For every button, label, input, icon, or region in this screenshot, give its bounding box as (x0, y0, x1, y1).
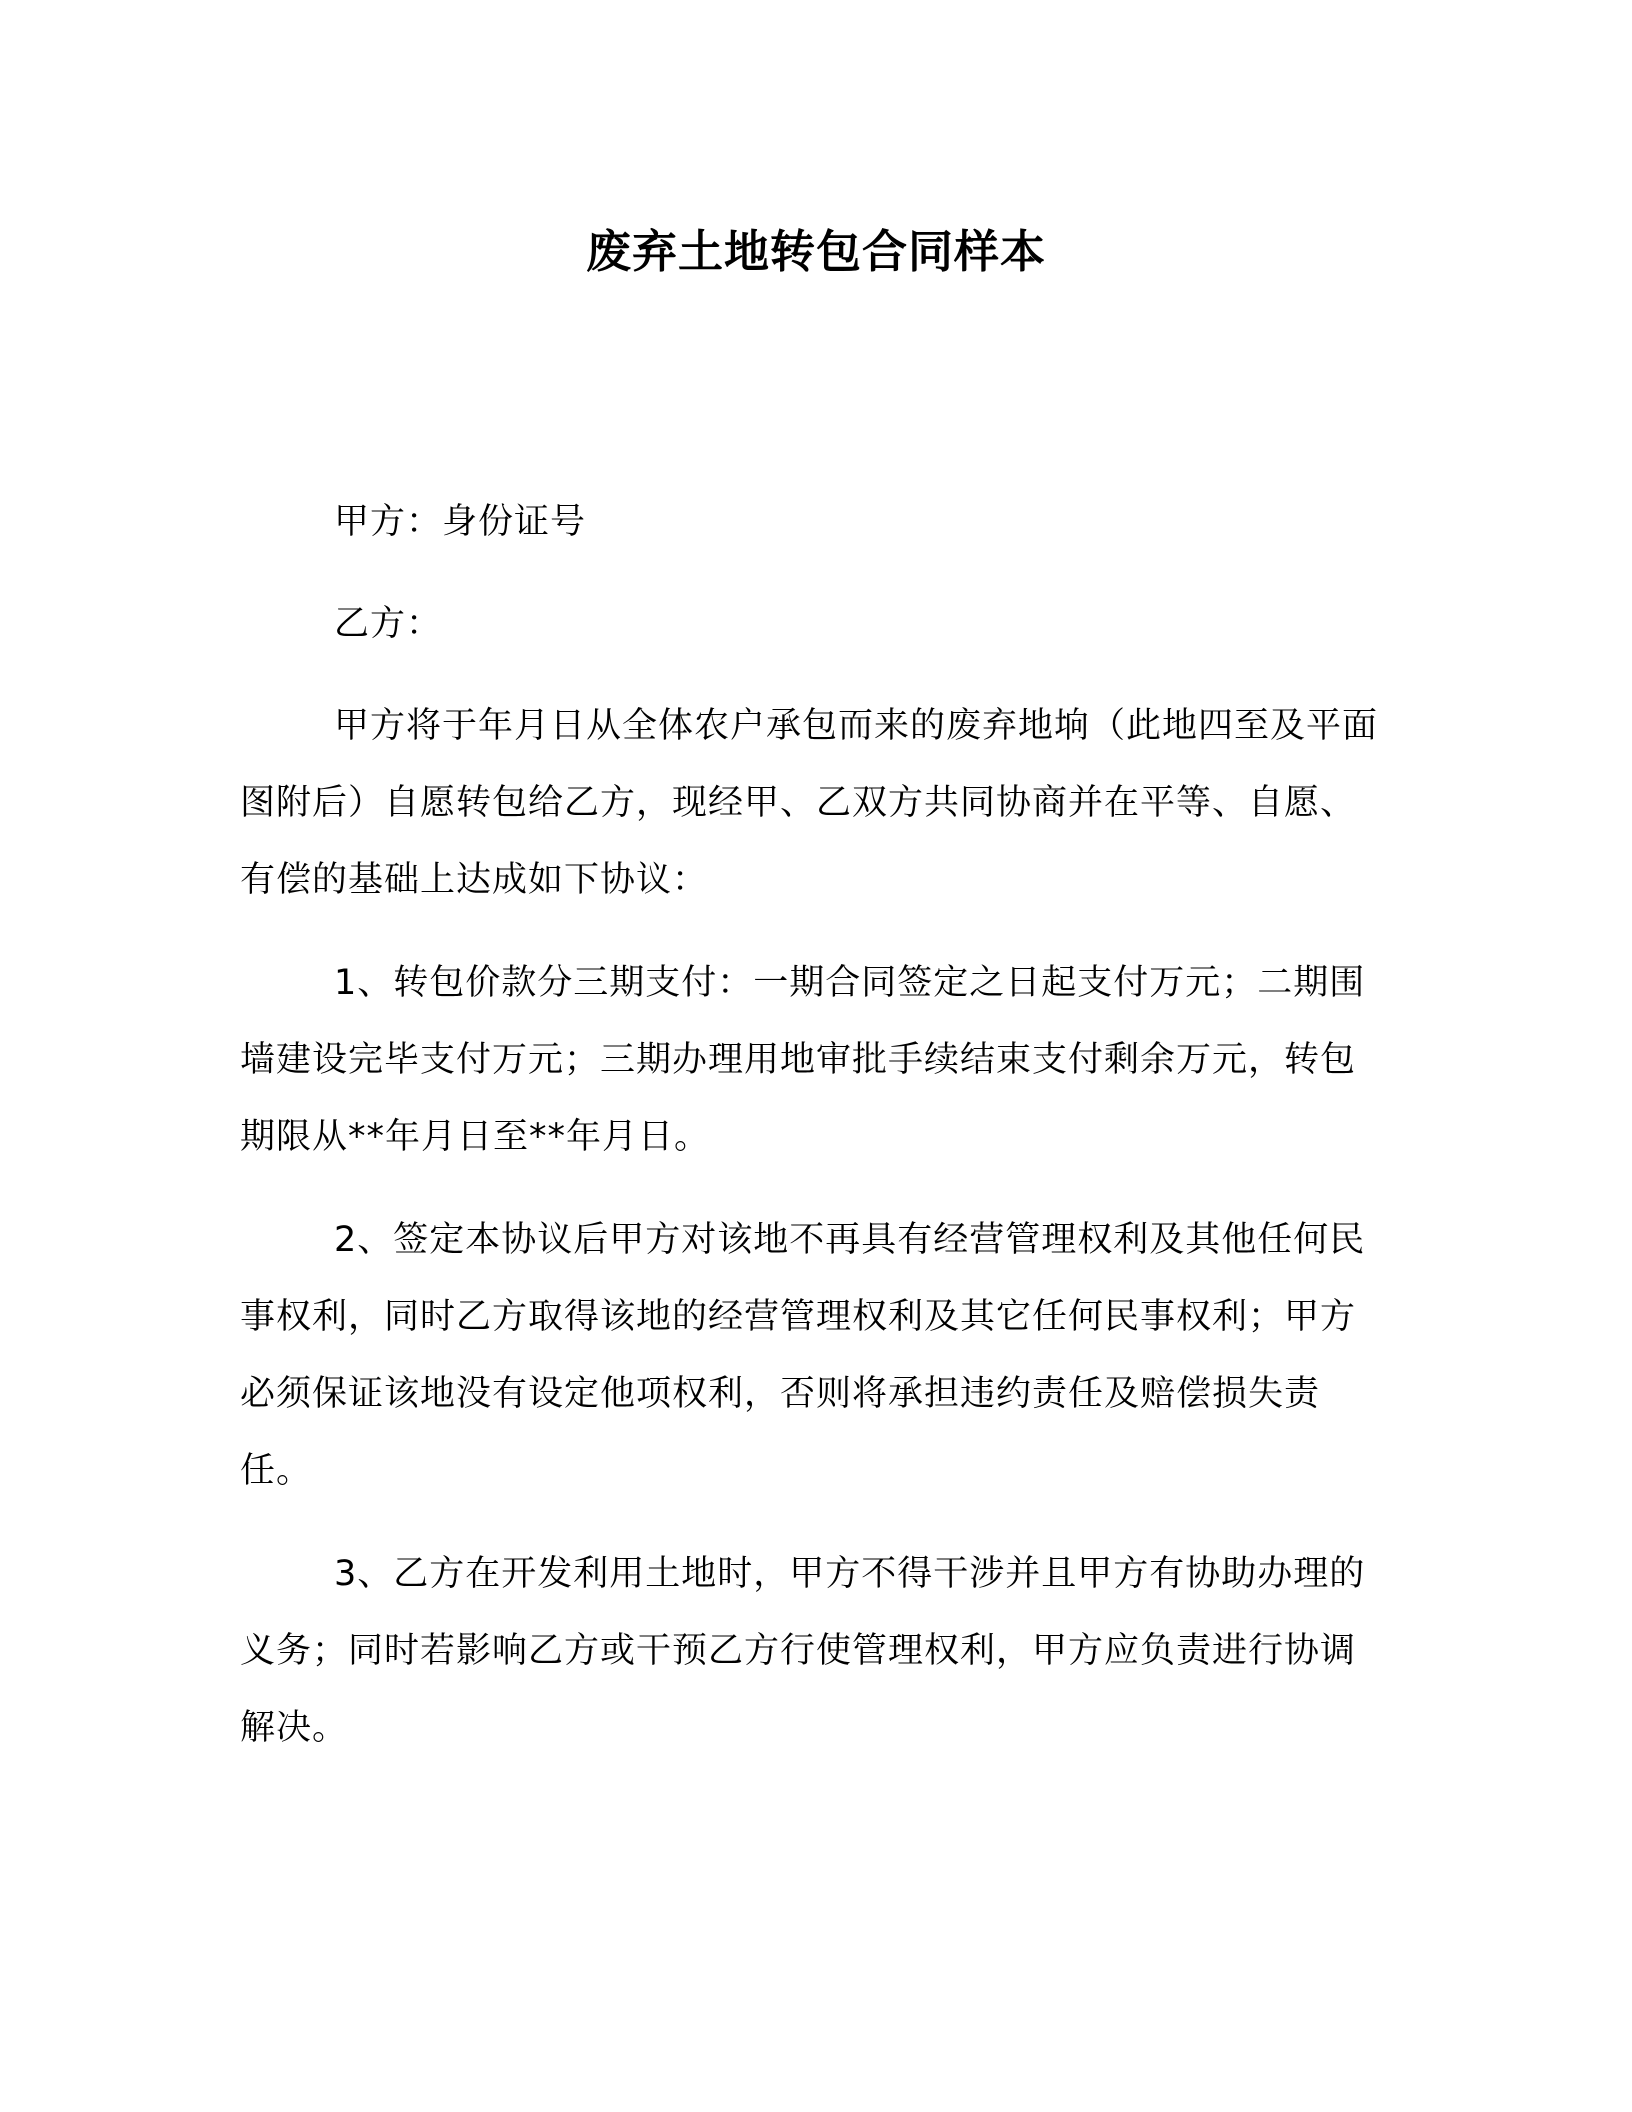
clause-1: 1、转包价款分三期支付：一期合同签定之日起支付万元；二期围墙建设完毕支付万元；三期办理用地审批手续结束支付剩余万元，转包期限从**年月日至**年月日。 (240, 963, 1366, 1157)
intro-paragraph: 甲方将于年月日从全体农户承包而来的废弃地垧（此地四至及平面图附后）自愿转包给乙方，现经甲、乙双方共同协商并在平等、自愿、有偿的基础上达成如下协议： (240, 706, 1379, 900)
party-b-line: 乙方： (334, 604, 443, 644)
party-a-line: 甲方：身份证号 (334, 502, 587, 542)
clause-3: 3、乙方在开发利用土地时，甲方不得干涉并且甲方有协助办理的义务；同时若影响乙方或干预乙方行使管理权利，甲方应负责进行协调解决。 (240, 1554, 1366, 1748)
document-title: 废弃土地转包合同样本 (585, 225, 1046, 278)
clause-2: 2、签定本协议后甲方对该地不再具有经营管理权利及其他任何民事权利，同时乙方取得该地的经营管理权利及其它任何民事权利；甲方必须保证该地没有设定他项权利，否则将承担违约责任及赔偿损失责任。 (240, 1220, 1366, 1491)
